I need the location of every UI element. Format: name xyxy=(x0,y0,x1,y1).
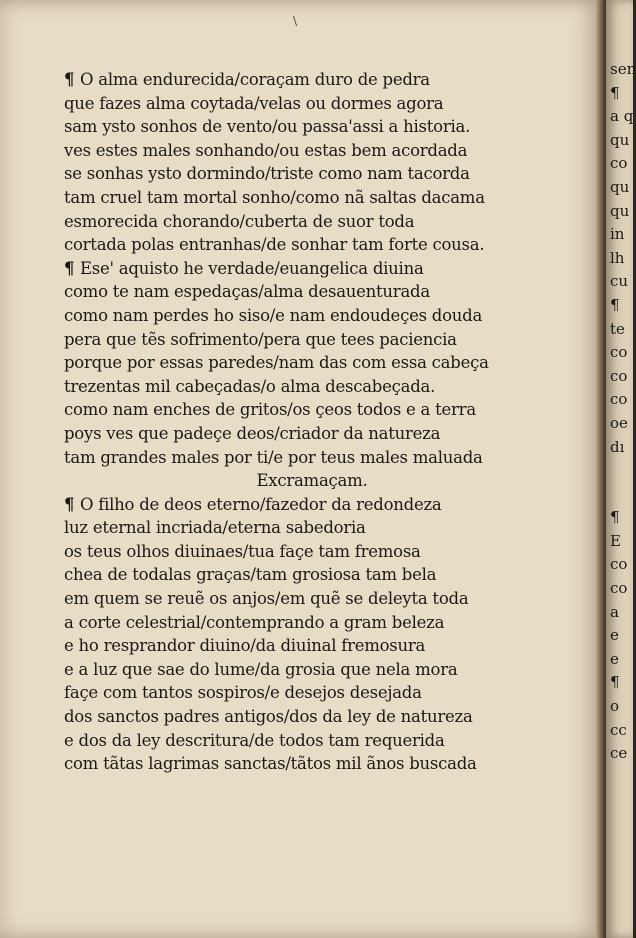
line-text: ves estes males sonhando/ou estas bem acordada xyxy=(64,140,468,160)
edge-fragment: E xyxy=(610,531,621,550)
pilcrow-mark: ¶ xyxy=(64,258,75,278)
text-line xyxy=(64,351,600,375)
section-heading xyxy=(64,469,600,493)
edge-fragment: co xyxy=(610,154,628,173)
edge-fragment: qu xyxy=(610,201,630,220)
line-text: pera que tẽs sofrimento/pera que tees paciencia xyxy=(64,329,457,349)
edge-fragment: sen xyxy=(610,60,636,78)
edge-fragment: ¶ xyxy=(610,83,620,102)
edge-fragment: ¶ xyxy=(610,508,620,527)
line-text: e ho resprandor diuino/da diuinal fremosura xyxy=(64,636,426,656)
recto-edge-text xyxy=(610,58,634,766)
text-line xyxy=(64,210,600,234)
edge-fragment: a xyxy=(610,602,619,621)
edge-fragment: te xyxy=(610,319,625,338)
text-line xyxy=(64,563,600,587)
edge-fragment: o xyxy=(610,697,620,716)
line-text: se sonhas ysto dormindo/triste como nam tacorda xyxy=(64,164,470,184)
edge-fragment: dı xyxy=(610,437,625,456)
line-text: como te nam espedaças/alma desauenturada xyxy=(64,282,430,302)
text-line xyxy=(64,752,600,776)
edge-fragment: in xyxy=(610,225,625,244)
edge-fragment: co xyxy=(610,579,628,598)
line-text: os teus olhos diuinaes/tua façe tam fremosa xyxy=(64,541,421,561)
text-line xyxy=(64,233,600,257)
line-text: e dos da ley descritura/de todos tam requerida xyxy=(64,730,445,750)
edge-fragment: qu xyxy=(610,130,630,149)
line-text: luz eternal incriada/eterna sabedoria xyxy=(64,518,366,538)
edge-fragment: co xyxy=(610,343,628,362)
edge-fragment: cu xyxy=(610,272,629,291)
text-line xyxy=(64,540,600,564)
edge-fragment: oe xyxy=(610,413,628,432)
pilcrow-mark: ¶ xyxy=(64,494,75,514)
edge-fragment: ¶ xyxy=(610,295,620,314)
line-text: porque por essas paredes/nam das com essa cabeça xyxy=(64,353,489,373)
text-line xyxy=(64,634,600,658)
edge-fragment: qu xyxy=(610,177,630,196)
text-line xyxy=(64,516,600,540)
text-line xyxy=(64,705,600,729)
edge-fragment: e xyxy=(610,626,619,645)
line-text: chea de todalas graças/tam grosiosa tam bela xyxy=(64,565,437,585)
line-text: O filho de deos eterno/fazedor da redondeza xyxy=(80,494,442,514)
text-line xyxy=(64,729,600,753)
text-line xyxy=(64,186,600,210)
line-text: façe com tantos sospiros/e desejos desejada xyxy=(64,683,422,703)
text-line xyxy=(64,493,600,517)
line-text: sam ysto sonhos de vento/ou passa'assi a historia. xyxy=(64,117,471,137)
edge-fragment: ¶ xyxy=(610,673,620,692)
text-line xyxy=(64,139,600,163)
text-line xyxy=(64,92,600,116)
edge-fragment: co xyxy=(610,366,628,385)
text-line xyxy=(64,398,600,422)
edge-fragment xyxy=(610,459,634,483)
line-text: dos sanctos padres antigos/dos da ley de natureza xyxy=(64,707,473,727)
text-line xyxy=(64,681,600,705)
text-line xyxy=(64,446,600,470)
line-text: Ese' aquisto he verdade/euangelica diuina xyxy=(80,258,424,278)
line-text: trezentas mil cabeçadas/o alma descabeçada. xyxy=(64,376,436,396)
top-mark: \ xyxy=(293,14,298,28)
line-text: como nam perdes ho siso/e nam endoudeçes douda xyxy=(64,305,483,325)
book-gutter xyxy=(596,0,606,938)
text-line xyxy=(64,280,600,304)
text-line xyxy=(64,68,600,92)
line-text: Excramaçam. xyxy=(256,471,368,491)
text-line xyxy=(64,162,600,186)
line-text: O alma endurecida/coraçam duro de pedra xyxy=(80,70,430,89)
line-text: cortada polas entranhas/de sonhar tam forte cousa. xyxy=(64,235,485,255)
text-line xyxy=(64,304,600,328)
line-text: poys ves que padeçe deos/criador da natureza xyxy=(64,423,441,443)
edge-fragment xyxy=(610,483,634,507)
edge-fragment: e xyxy=(610,649,619,668)
edge-fragment: co xyxy=(610,555,628,574)
line-text: tam grandes males por ti/e por teus males maluada xyxy=(64,447,483,467)
edge-fragment: a q xyxy=(610,107,634,126)
text-line xyxy=(64,587,600,611)
line-text: tam cruel tam mortal sonho/como nã saltas dacama xyxy=(64,187,485,207)
edge-fragment: lh xyxy=(610,248,625,267)
text-line xyxy=(64,422,600,446)
line-text: como nam enches de gritos/os çeos todos e a terra xyxy=(64,400,476,420)
line-text: esmorecida chorando/cuberta de suor toda xyxy=(64,211,415,231)
line-text: e a luz que sae do lume/da grosia que nela mora xyxy=(64,659,458,679)
line-text: que fazes alma coytada/velas ou dormes agora xyxy=(64,93,444,113)
text-line xyxy=(64,375,600,399)
text-line xyxy=(64,328,600,352)
text-line xyxy=(64,611,600,635)
pilcrow-mark: ¶ xyxy=(64,70,75,89)
text-line xyxy=(64,115,600,139)
text-line xyxy=(64,257,600,281)
text-line xyxy=(64,658,600,682)
edge-fragment: co xyxy=(610,390,628,409)
verso-text-block xyxy=(64,68,600,776)
edge-fragment: cc xyxy=(610,720,627,739)
edge-fragment: ce xyxy=(610,744,628,763)
line-text: com tãtas lagrimas sanctas/tãtos mil ãnos buscada xyxy=(64,754,477,774)
line-text: a corte celestrial/contemprando a gram beleza xyxy=(64,612,445,632)
line-text: em quem se reuẽ os anjos/em quẽ se deleyta toda xyxy=(64,589,469,609)
